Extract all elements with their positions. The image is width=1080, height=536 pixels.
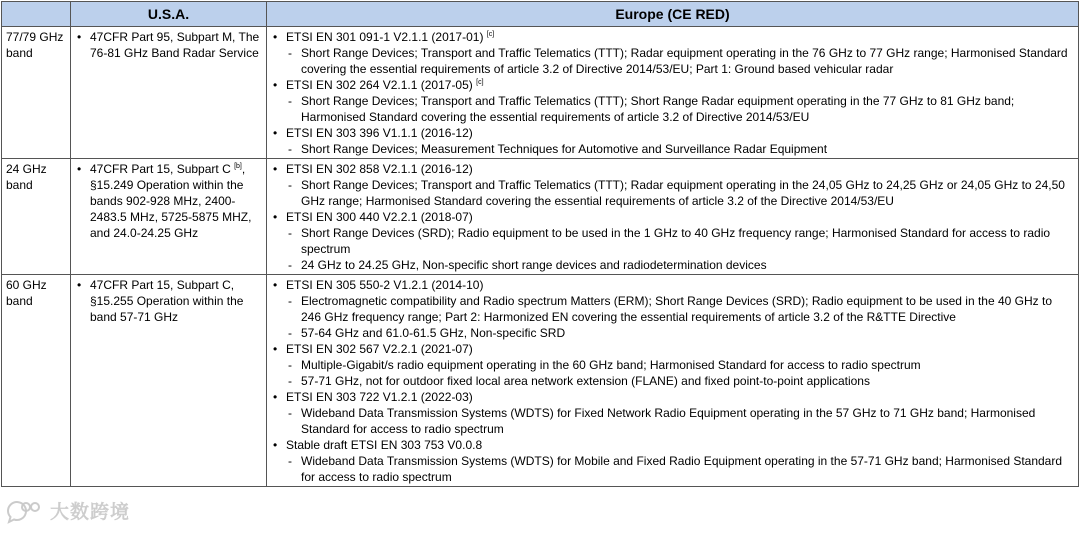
standard-description: - Short Range Devices; Transport and Traffic Telematics (TTT); Radar equipment operating in the 24,05 GHz to 24,25 GHz or 24,05 GHz to 24,50 GHz range; Harmonised Standard covering the essential requirements of article 3.2 of the Directive 2014/53/EU xyxy=(286,177,1074,209)
us-regulation-item: • 47CFR Part 95, Subpart M, The 76-81 GHz Band Radar Service xyxy=(75,29,262,61)
standard-title: ETSI EN 300 440 V2.2.1 (2018-07) xyxy=(286,210,473,224)
standard-description: - Short Range Devices; Transport and Traffic Telematics (TTT); Radar equipment operating in the 76 GHz to 77 GHz range; Harmonised Standard covering the essential requirements of article 3.2 of Directive 2014/53/EU; Part 1: Ground based vehicular radar xyxy=(286,45,1074,77)
standard-title: ETSI EN 303 396 V1.1.1 (2016-12) xyxy=(286,126,473,140)
header-row xyxy=(2,2,1079,27)
eu-standard-item xyxy=(271,161,1074,209)
table-row xyxy=(2,275,1079,487)
standard-description: - Short Range Devices; Transport and Traffic Telematics (TTT); Short Range Radar equipment operating in the 77 GHz to 81 GHz band; Harmonised Standard covering the essential requirements of article 3.2 of Directive 2014/53/EU xyxy=(286,93,1074,125)
standard-description: - Wideband Data Transmission Systems (WDTS) for Fixed Network Radio Equipment operating in the 57 GHz to 71 GHz band; Harmonised Standard for access to radio spectrum xyxy=(286,405,1074,437)
eu-standard-item xyxy=(271,125,1074,157)
header-usa: U.S.A. xyxy=(71,2,267,27)
standard-title: ETSI EN 302 264 V2.1.1 (2017-05) xyxy=(286,78,473,92)
standard-description: - Multiple-Gigabit/s radio equipment operating in the 60 GHz band; Harmonised Standard for access to radio spectrum xyxy=(286,357,1074,373)
footnote-ref: [c] xyxy=(476,79,484,86)
us-regulation-item: • 47CFR Part 15, Subpart C, §15.255 Operation within the band 57-71 GHz xyxy=(75,277,262,325)
eu-standards-cell xyxy=(267,27,1079,159)
standard-description: - Short Range Devices (SRD); Radio equipment to be used in the 1 GHz to 40 GHz frequency range; Harmonised Standard for access to radio spectrum xyxy=(286,225,1074,257)
band-cell: 24 GHz band xyxy=(2,159,71,275)
band-cell: 60 GHz band xyxy=(2,275,71,487)
standard-title: ETSI EN 302 567 V2.2.1 (2021-07) xyxy=(286,342,473,356)
footnote-ref: [b] xyxy=(234,163,242,170)
standard-description: - 24 GHz to 24.25 GHz, Non-specific short range devices and radiodetermination devices xyxy=(286,257,1074,273)
eu-standard-item xyxy=(271,77,1074,125)
standard-title: ETSI EN 301 091-1 V2.1.1 (2017-01) xyxy=(286,30,484,44)
standard-description: - 57-71 GHz, not for outdoor fixed local area network extension (FLANE) and fixed point-to-point applications xyxy=(286,373,1074,389)
standard-title: ETSI EN 302 858 V2.1.1 (2016-12) xyxy=(286,162,473,176)
header-band xyxy=(2,2,71,27)
us-regulation-cell xyxy=(71,27,267,159)
table-row xyxy=(2,27,1079,159)
us-regulation-cell xyxy=(71,275,267,487)
eu-standards-cell xyxy=(267,159,1079,275)
eu-standard-item xyxy=(271,437,1074,485)
standard-title: ETSI EN 303 722 V1.2.1 (2022-03) xyxy=(286,390,473,404)
us-regulation-cell xyxy=(71,159,267,275)
footnote-ref: [c] xyxy=(486,31,495,38)
chat-logo-icon xyxy=(4,498,44,524)
standard-description: - 57-64 GHz and 61.0-61.5 GHz, Non-specific SRD xyxy=(286,325,1074,341)
standard-title: Stable draft ETSI EN 303 753 V0.0.8 xyxy=(286,438,483,452)
table-row xyxy=(2,159,1079,275)
us-regulation-item: • 47CFR Part 15, Subpart C [b], §15.249 Operation within the bands 902-928 MHz, 2400-2483.5 MHz, 5725-5875 MHZ, and 24.0-24.25 GHz xyxy=(75,161,262,241)
eu-standard-item xyxy=(271,389,1074,437)
eu-standards-cell xyxy=(267,275,1079,487)
eu-standard-item xyxy=(271,277,1074,341)
standard-description: - Electromagnetic compatibility and Radio spectrum Matters (ERM); Short Range Devices (SRD); Radio equipment to be used in the 40 GHz to 246 GHz frequency range; Part 2: Harmonized EN covering the essential requirements of article 3.2 of the R&TTE Directive xyxy=(286,293,1074,325)
header-europe: Europe (CE RED) xyxy=(267,2,1079,27)
band-cell: 77/79 GHz band xyxy=(2,27,71,159)
eu-standard-item xyxy=(271,209,1074,273)
standards-table xyxy=(1,1,1079,487)
watermark xyxy=(4,497,130,524)
eu-standard-item xyxy=(271,29,1074,77)
standard-title: ETSI EN 305 550-2 V1.2.1 (2014-10) xyxy=(286,278,484,292)
eu-standard-item xyxy=(271,341,1074,389)
standard-description: - Wideband Data Transmission Systems (WDTS) for Mobile and Fixed Radio Equipment operating in the 57-71 GHz band; Harmonised Standard for access to radio spectrum xyxy=(286,453,1074,485)
standard-description: - Short Range Devices; Measurement Techniques for Automotive and Surveillance Radar Equipment xyxy=(286,141,1074,157)
watermark-text: 大数跨境 xyxy=(50,502,131,523)
